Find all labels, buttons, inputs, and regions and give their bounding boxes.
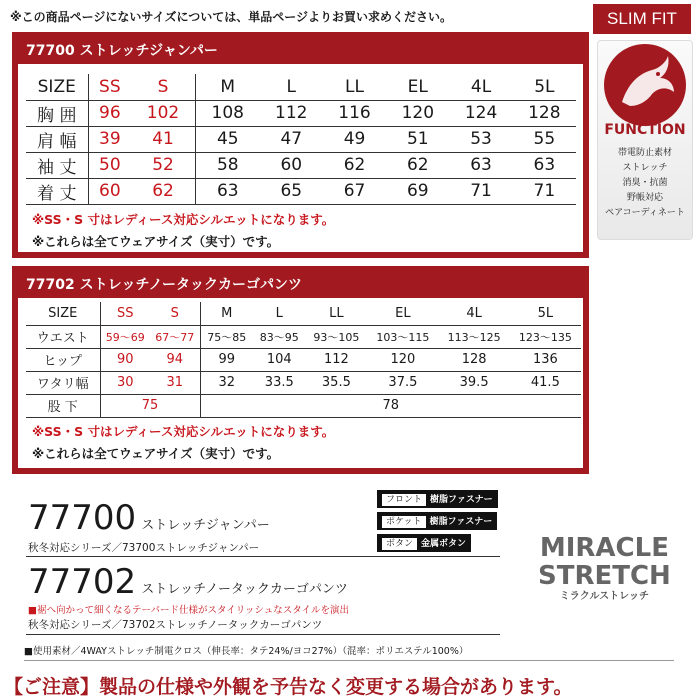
spec-label: ポケット [382,516,426,528]
product1-number: 77700 [28,498,137,538]
cell: 128 [513,100,576,126]
product2-series: 秋冬対応シリーズ／73702ストレッチノータックカーゴパンツ [28,619,323,631]
cell: 37.5 [367,371,438,394]
cell: 41.5 [510,371,581,394]
cell: 63 [449,152,512,178]
size-header: SIZE [26,302,100,325]
row-label: ワタリ幅 [26,371,100,394]
product1-name: ストレッチジャンパー [141,518,270,533]
cell: 49 [323,126,386,152]
cell: 52 [131,152,195,178]
cell: 104 [253,348,305,371]
cell: 108 [195,100,259,126]
cell: 45 [195,126,259,152]
cell: 128 [439,348,510,371]
product1-series: 秋冬対応シリーズ／73700ストレッチジャンパー [28,542,260,554]
cell: 62 [386,152,449,178]
spec-button [377,534,471,552]
table-row [26,325,581,348]
table-row [26,126,576,152]
cell: 83～95 [253,325,305,348]
size-l: L [253,302,305,325]
function-item: 野帳対応 [626,193,663,203]
cell: 112 [260,100,323,126]
cell: 67 [323,178,386,204]
function-item: 消臭・抗菌 [622,178,668,188]
jumper-panel-title: 77700 ストレッチジャンパー [18,38,583,64]
size-header: SIZE [26,74,88,100]
cell: 124 [449,100,512,126]
size-ss: SS [88,74,131,100]
cell: 112 [305,348,367,371]
size-ss: SS [100,302,150,325]
cell: 60 [88,178,131,204]
cell: 55 [513,126,576,152]
size-el: EL [386,74,449,100]
table-row [26,100,576,126]
divider [24,660,674,661]
cell: 39.5 [439,371,510,394]
cell: 50 [88,152,131,178]
size-5l: 5L [510,302,581,325]
cell: 69 [386,178,449,204]
cell: 47 [260,126,323,152]
table-header-row [26,302,581,325]
cell: 33.5 [253,371,305,394]
spec-label: ボタン [382,538,417,550]
miracle-line1: MIRACLE [539,533,669,563]
cell: 116 [323,100,386,126]
size-s: S [150,302,200,325]
spec-value: 金属ボタン [421,539,467,549]
divider [26,556,500,557]
cell: 113～125 [439,325,510,348]
row-label: 胸 囲 [26,100,88,126]
size-m: M [200,302,253,325]
spec-pocket [377,512,497,530]
row-label: 肩 幅 [26,126,88,152]
row-label: 袖 丈 [26,152,88,178]
miracle-stretch-logo [538,534,671,604]
cell: 63 [513,152,576,178]
cell: 63 [195,178,259,204]
cell: 41 [131,126,195,152]
table-row [26,348,581,371]
cell: 30 [100,371,150,394]
row-label: ヒップ [26,348,100,371]
slim-fit-badge: SLIM FIT [593,4,691,34]
table-header-row [26,74,576,100]
product2-name: ストレッチノータックカーゴパンツ [141,582,348,597]
spec-front [377,490,498,508]
cell: 31 [150,371,200,394]
cell-inseam-mens: 78 [200,394,581,417]
cell: 39 [88,126,131,152]
pants-size-panel [12,266,589,474]
cell: 32 [200,371,253,394]
size-5l: 5L [513,74,576,100]
cell: 62 [323,152,386,178]
pants-size-table [26,302,581,418]
size-4l: 4L [449,74,512,100]
cell: 65 [260,178,323,204]
size-s: S [131,74,195,100]
product2-heading [28,562,348,602]
row-label: 股 下 [26,394,100,417]
spec-value: 樹脂ファスナー [429,517,493,527]
cell: 62 [131,178,195,204]
table-row [26,178,576,204]
function-item: ストレッチ [622,163,668,173]
size-ll: LL [323,74,386,100]
jumper-size-table [26,74,576,205]
jumper-ladies-note: ※SS・S 寸はレディース対応シルエットになります。 [32,212,335,227]
table-row [26,394,581,417]
cell: 59～69 [100,325,150,348]
jumper-size-panel [12,32,589,258]
pants-size-note: ※これらは全てウェアサイズ（実寸）です。 [32,446,280,461]
dragon-logo-icon [604,44,686,126]
pants-panel-title: 77702 ストレッチノータックカーゴパンツ [18,272,583,298]
material-info: ■使用素材／4WAYストレッチ制電クロス（伸長率：タテ24%/ヨコ27%）（混率：ポリエステル100%） [24,646,469,657]
jumper-size-note: ※これらは全てウェアサイズ（実寸）です。 [32,234,280,249]
cell: 71 [449,178,512,204]
table-row [26,371,581,394]
product2-number: 77702 [28,562,137,602]
size-ll: LL [305,302,367,325]
cell: 58 [195,152,259,178]
miracle-kana: ミラクルストレッチ [559,591,650,602]
function-title: FUNCTION [604,122,686,138]
cell-inseam-ladies: 75 [100,394,200,417]
spec-value: 樹脂ファスナー [430,495,493,505]
cell: 71 [513,178,576,204]
cell: 102 [131,100,195,126]
cell: 123～135 [510,325,581,348]
cell: 99 [200,348,253,371]
size-4l: 4L [439,302,510,325]
cell: 35.5 [305,371,367,394]
function-list [597,146,693,221]
cell: 53 [449,126,512,152]
row-label: 着 丈 [26,178,88,204]
divider [26,634,500,635]
cell: 120 [386,100,449,126]
row-label: ウエスト [26,325,100,348]
size-l: L [260,74,323,100]
table-row [26,152,576,178]
cell: 60 [260,152,323,178]
function-item: 帯電防止素材 [617,148,672,158]
size-m: M [195,74,259,100]
spec-label: フロント [382,494,426,506]
function-item: ペアコーディネート [605,208,685,218]
cell: 67～77 [150,325,200,348]
cell: 94 [150,348,200,371]
disclaimer-note: 【ご注意】製品の仕様や外観を予告なく変更する場合があります。 [4,676,573,698]
cell: 90 [100,348,150,371]
cell: 103～115 [367,325,438,348]
cell: 96 [88,100,131,126]
product1-heading [28,498,270,538]
pants-ladies-note: ※SS・S 寸はレディース対応シルエットになります。 [32,424,335,439]
cell: 120 [367,348,438,371]
cell: 93～105 [305,325,367,348]
cell: 136 [510,348,581,371]
cell: 75～85 [200,325,253,348]
size-el: EL [367,302,438,325]
product2-description: ■裾へ向かって細くなるテーパード仕様がスタイリッシュなスタイルを演出 [28,605,350,616]
cell: 51 [386,126,449,152]
miracle-line2: STRETCH [538,561,671,591]
top-note: ※この商品ページにないサイズについては、単品ページよりお買い求めください。 [10,10,452,24]
